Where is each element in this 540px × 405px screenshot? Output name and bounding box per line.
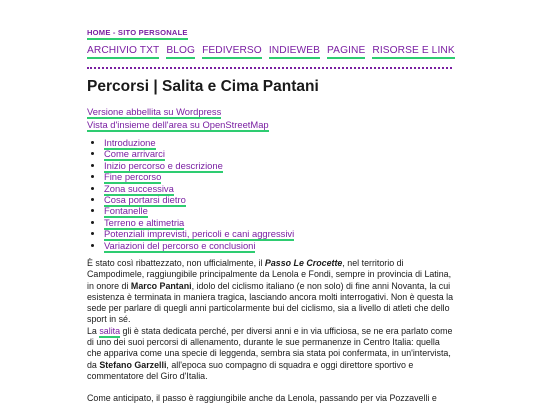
text: È stato così ribattezzato, non ufficialmente, il — [87, 258, 265, 268]
toc-link-imprevisti[interactable]: Potenziali imprevisti, pericoli e cani aggressivi — [104, 228, 295, 240]
toc-link-fine-percorso[interactable]: Fine percorso — [104, 171, 162, 183]
nav-pagine[interactable]: PAGINE — [327, 45, 365, 59]
toc-item — [104, 228, 294, 239]
nav-risorse-e-link[interactable]: RISORSE E LINK — [372, 45, 454, 59]
home-link[interactable]: HOME - SITO PERSONALE — [87, 28, 188, 40]
text: , all'epoca suo compagno di squadra e oggi direttore sportivo e commentatore del Giro d'Italia. — [87, 359, 414, 381]
text: , nel territorio di Campodimele, raggiungibile principalmente da Lenola e Fondi, sempre in provincia di Latina, in onore di — [87, 258, 452, 291]
text-bold-italic: Passo Le Crocette — [264, 258, 343, 268]
toc-item — [104, 160, 294, 171]
toc-link-fontanelle[interactable]: Fontanelle — [104, 205, 148, 217]
toc-item — [104, 137, 294, 148]
toc-item — [104, 194, 294, 205]
text: , idolo del ciclismo italiano (e non solo) di fine anni Novanta, la cui esistenza è terminata in maniera tragica, lasciando ancora molti interrogativi. Non è questa la sede per parlare di quegli anni particolarmente bui del ciclismo, sia a livello di atleti che dello sport in sé. — [87, 280, 454, 325]
text-bold: Marco Pantani — [130, 280, 192, 291]
toc-link-come-arrivarci[interactable]: Come arrivarci — [104, 148, 165, 160]
text-bold: Stefano Garzelli — [99, 359, 167, 370]
toc-item — [104, 171, 294, 182]
article-body — [87, 258, 455, 405]
page-title: Percorsi | Salita e Cima Pantani — [87, 78, 319, 95]
toc-link-terreno[interactable]: Terreno e altimetria — [104, 216, 185, 228]
table-of-contents — [87, 137, 294, 251]
toc-item — [104, 217, 294, 228]
toc-link-introduzione[interactable]: Introduzione — [104, 137, 156, 148]
nav-archivio-txt[interactable]: ARCHIVIO TXT — [87, 45, 159, 59]
salita-link[interactable]: salita — [99, 325, 121, 336]
toc-item — [104, 183, 294, 194]
wordpress-link[interactable]: Versione abbellita su Wordpress — [87, 106, 222, 117]
nav-indieweb[interactable]: INDIEWEB — [269, 45, 320, 59]
text: gli è stata dedicata perché, per diversi anni e in via ufficiosa, se ne era parlato come di uno dei suoi percorsi di allenamento, durante le sue permanenze in Centro Italia: quella che appariva come una specie di leggenda, sembra sia stata poi confermata, in un'intervista, da — [87, 325, 453, 370]
dotted-divider — [87, 67, 452, 69]
openstreetmap-link[interactable]: Vista d'insieme dell'area su OpenStreetMap — [87, 119, 269, 130]
paragraph — [87, 326, 455, 382]
paragraph — [87, 258, 455, 326]
toc-item — [104, 205, 294, 216]
nav-blog[interactable]: BLOG — [166, 45, 195, 59]
toc-link-cosa-portarsi[interactable]: Cosa portarsi dietro — [104, 194, 186, 206]
toc-item — [104, 240, 294, 251]
paragraph: Come anticipato, il passo è raggiungibile anche da Lenola, passando per via Pozzavelli e — [87, 393, 437, 404]
toc-link-variazioni[interactable]: Variazioni del percorso e conclusioni — [104, 239, 256, 251]
text: La — [87, 325, 100, 336]
nav-fediverso[interactable]: FEDIVERSO — [202, 45, 262, 59]
toc-link-inizio-percorso[interactable]: Inizio percorso e descrizione — [104, 159, 223, 171]
toc-link-zona-successiva[interactable]: Zona successiva — [104, 182, 174, 194]
main-nav — [87, 45, 462, 56]
external-links — [87, 106, 269, 132]
toc-item — [104, 148, 294, 159]
